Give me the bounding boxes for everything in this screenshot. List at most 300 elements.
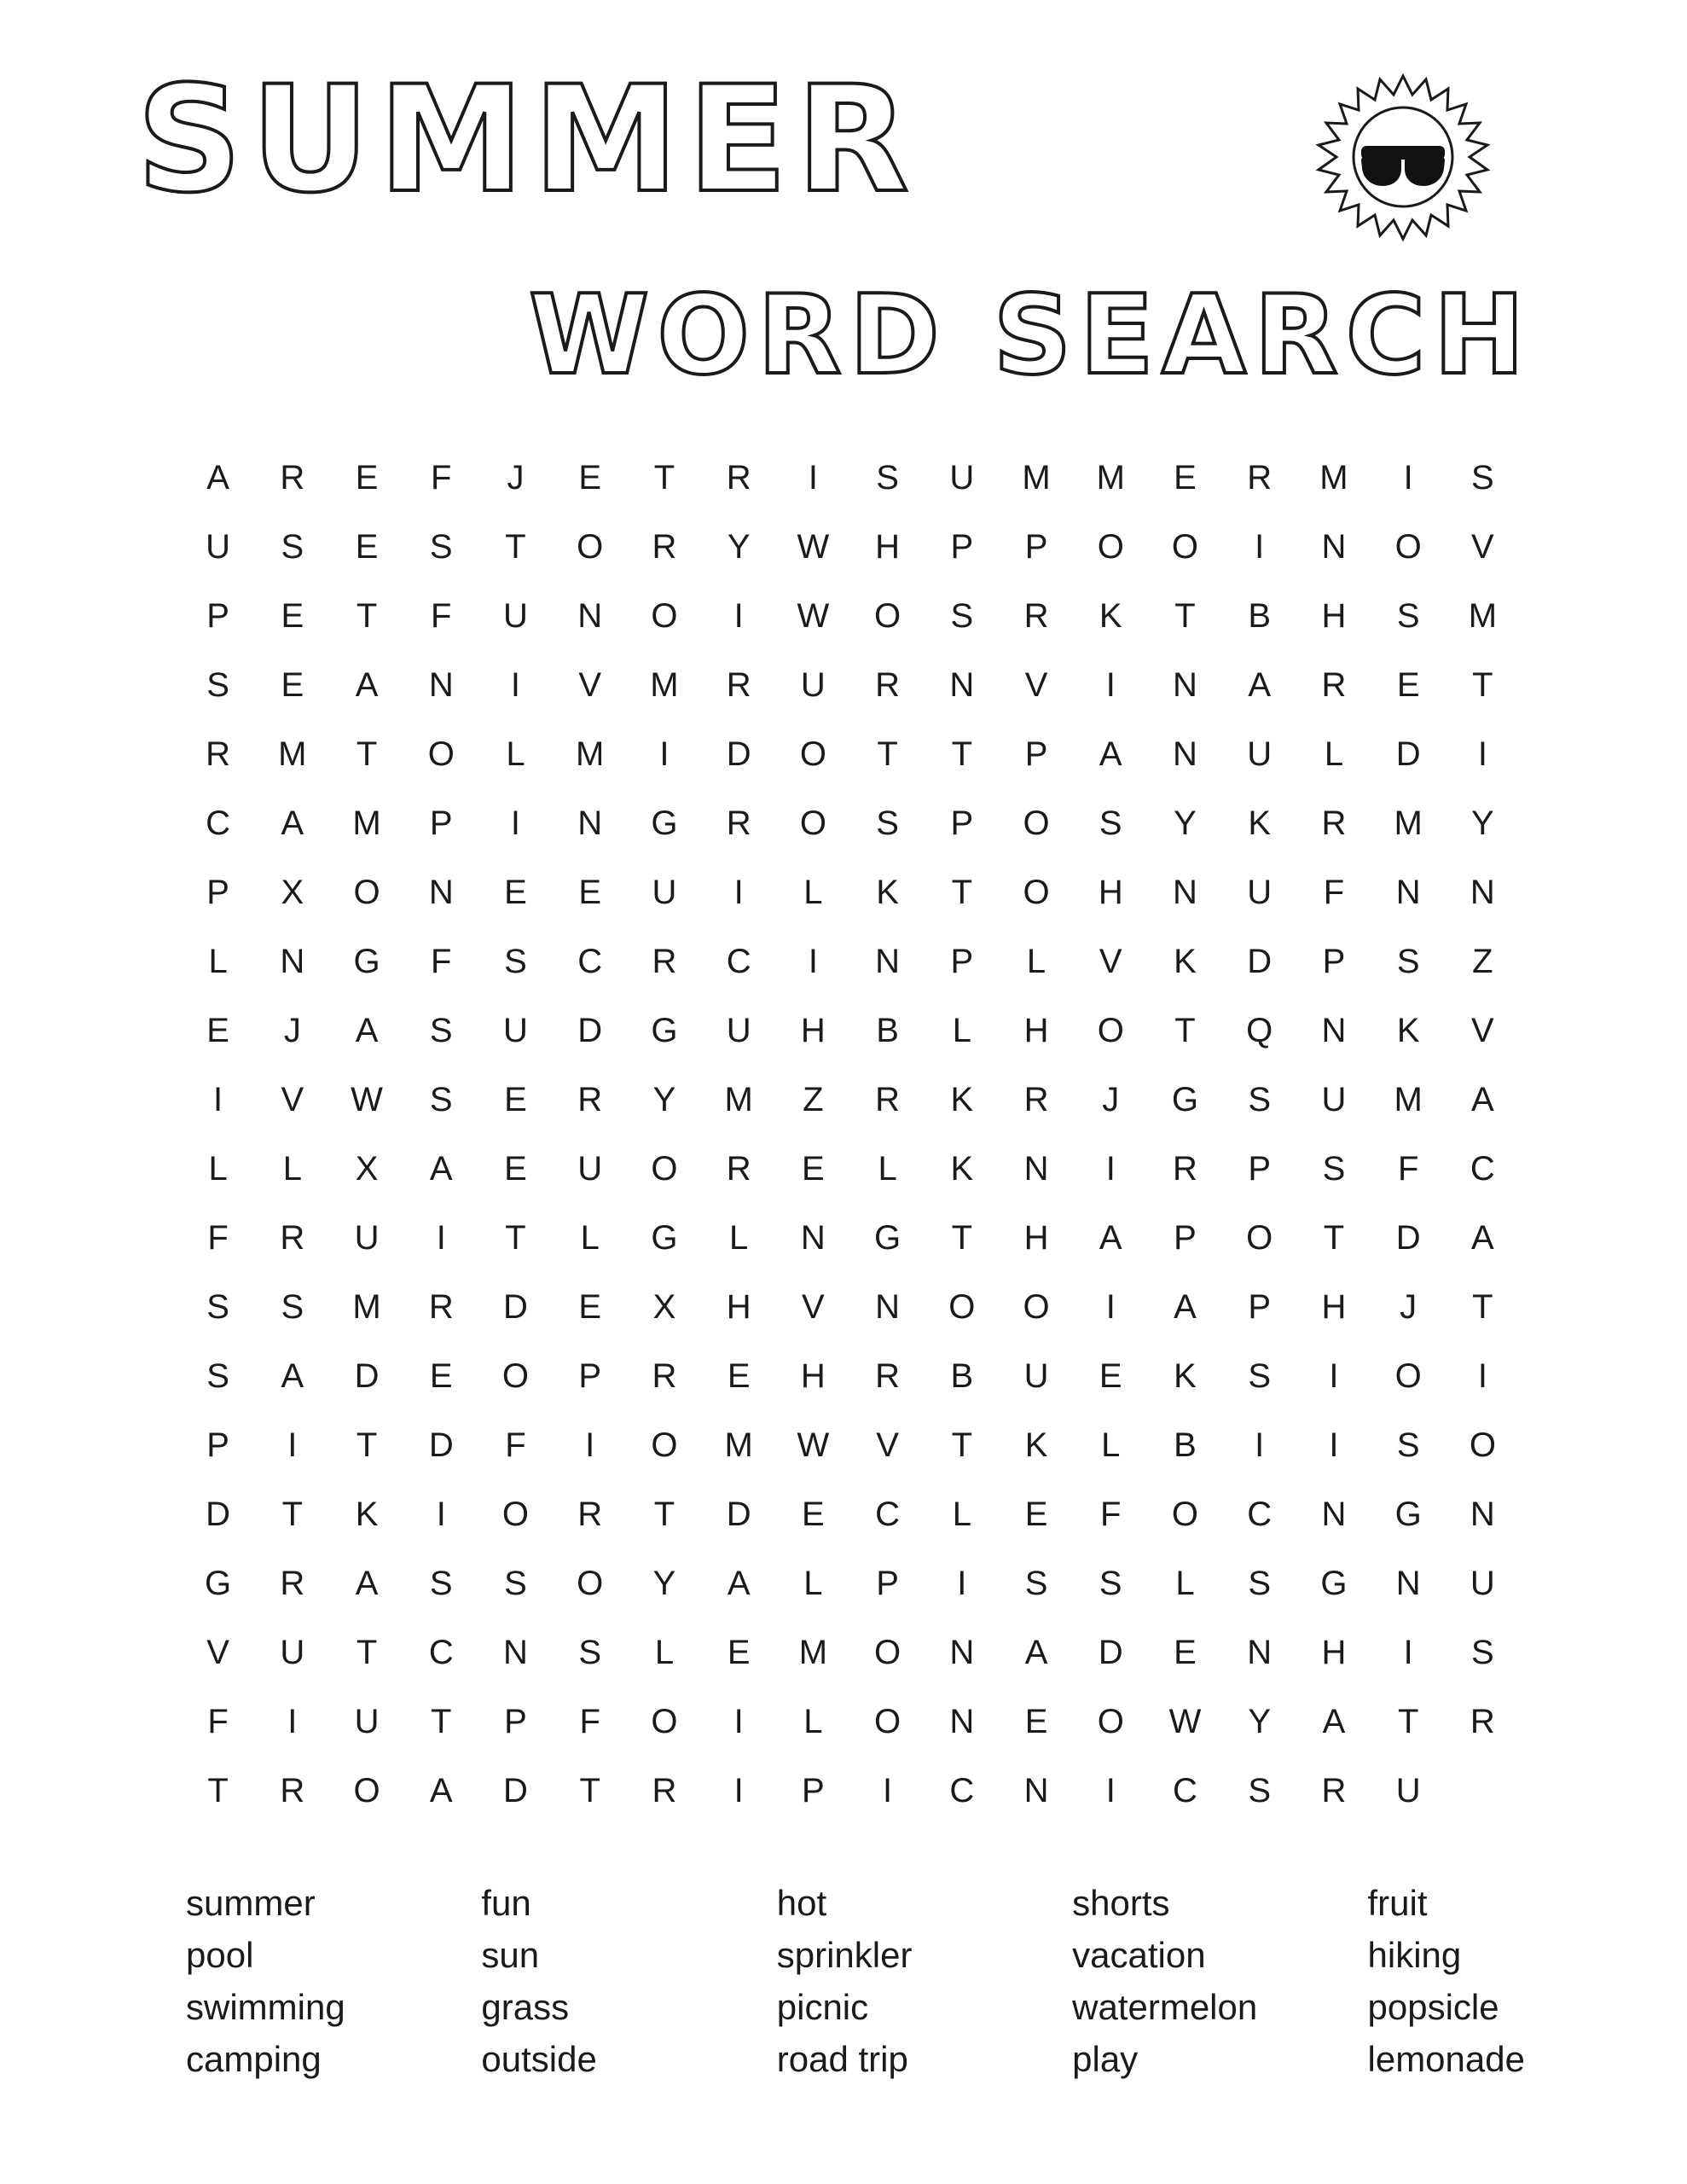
- word-list-item: popsicle: [1367, 1987, 1499, 2027]
- grid-cell: R: [428, 1288, 454, 1326]
- grid-cell: O: [1023, 1288, 1050, 1326]
- grid-cell: E: [504, 1150, 527, 1188]
- grid-cell: U: [206, 528, 231, 566]
- grid-cell: I: [585, 1426, 595, 1464]
- grid-cell: R: [652, 528, 677, 566]
- word-list-item: sun: [481, 1935, 540, 1975]
- grid-cell: H: [1321, 1634, 1347, 1671]
- grid-cell: R: [577, 1081, 603, 1118]
- grid-cell: B: [1174, 1426, 1197, 1464]
- grid-cell: U: [503, 597, 528, 635]
- grid-cell: I: [659, 735, 670, 773]
- grid-cell: M: [1394, 1081, 1423, 1118]
- word-list: [186, 1877, 1525, 2085]
- grid-cell: I: [1403, 1634, 1413, 1671]
- grid-cell: A: [429, 1150, 453, 1188]
- grid-cell: A: [1248, 666, 1272, 704]
- grid-cell: I: [957, 1565, 967, 1602]
- grid-cell: I: [287, 1703, 298, 1740]
- grid-cell: N: [949, 666, 975, 704]
- grid-cell: A: [206, 459, 229, 497]
- grid-cell: U: [1470, 1565, 1495, 1602]
- grid-cell: P: [1248, 1288, 1272, 1326]
- grid-cell: O: [1097, 528, 1124, 566]
- grid-cell: R: [875, 1081, 901, 1118]
- grid-cell: L: [1324, 735, 1344, 773]
- grid-cell: O: [501, 1496, 530, 1533]
- grid-cell: L: [803, 1565, 823, 1602]
- grid-cell: D: [1395, 735, 1421, 773]
- grid-cell: N: [1321, 1496, 1347, 1533]
- grid-cell: L: [282, 1150, 302, 1188]
- grid-cell: A: [355, 1565, 379, 1602]
- grid-cell: P: [429, 804, 453, 842]
- grid-cell: O: [1171, 528, 1199, 566]
- grid-cell: G: [651, 1219, 678, 1257]
- word-list-column: [186, 1877, 481, 2085]
- grid-cell: V: [206, 1634, 229, 1671]
- grid-cell: N: [1321, 1012, 1347, 1049]
- grid-cell: R: [577, 1496, 603, 1533]
- grid-cell: O: [1097, 1703, 1124, 1740]
- grid-cell: K: [1248, 804, 1272, 842]
- grid-cell: I: [213, 1081, 223, 1118]
- grid-cell: K: [1174, 943, 1197, 980]
- word-list-item: play: [1072, 2039, 1139, 2079]
- grid-cell: E: [1024, 1496, 1048, 1533]
- grid-cell: H: [726, 1288, 751, 1326]
- word-list-item: fun: [481, 1883, 531, 1923]
- grid-cell: T: [653, 459, 675, 497]
- grid-cell: S: [429, 528, 453, 566]
- grid-cell: U: [1247, 874, 1272, 911]
- grid-cell: O: [799, 735, 826, 773]
- grid-cell: M: [576, 735, 605, 773]
- grid-cell: M: [1096, 459, 1125, 497]
- word-list-item: outside: [481, 2039, 597, 2079]
- grid-cell: R: [1173, 1150, 1197, 1188]
- word-list-item: fruit: [1367, 1883, 1428, 1923]
- grid-cell: E: [1174, 459, 1197, 497]
- grid-cell: D: [577, 1012, 603, 1049]
- grid-cell: P: [206, 1426, 229, 1464]
- grid-cell: W: [797, 1426, 830, 1464]
- grid-cell: S: [1099, 1565, 1122, 1602]
- grid-cell: L: [208, 1150, 228, 1188]
- grid-cell: L: [952, 1496, 971, 1533]
- grid-cell: A: [281, 804, 304, 842]
- grid-cell: R: [1023, 597, 1049, 635]
- grid-cell: S: [429, 1081, 453, 1118]
- grid-cell: C: [949, 1772, 975, 1809]
- grid-cell: W: [797, 597, 830, 635]
- grid-cell: R: [1321, 1772, 1347, 1809]
- grid-cell: V: [578, 666, 602, 704]
- page-title-line-2: WORD SEARCH: [529, 272, 1533, 399]
- grid-cell: U: [1247, 735, 1272, 773]
- grid-cell: S: [876, 804, 899, 842]
- grid-cell: D: [503, 1772, 528, 1809]
- grid-cell: J: [507, 459, 525, 497]
- grid-cell: O: [1097, 1012, 1124, 1049]
- grid-cell: E: [504, 1081, 527, 1118]
- grid-cell: U: [280, 1634, 305, 1671]
- grid-cell: T: [356, 1634, 378, 1671]
- grid-cell: A: [1099, 1219, 1122, 1257]
- grid-cell: X: [652, 1288, 676, 1326]
- grid-cell: M: [724, 1081, 753, 1118]
- word-list-column: [481, 1877, 776, 2085]
- grid-cell: O: [427, 735, 455, 773]
- grid-cell: F: [579, 1703, 600, 1740]
- grid-cell: A: [1471, 1081, 1494, 1118]
- grid-cell: T: [579, 1772, 600, 1809]
- grid-cell: P: [950, 943, 974, 980]
- grid-cell: A: [1024, 1634, 1048, 1671]
- grid-cell: S: [1024, 1565, 1048, 1602]
- grid-cell: I: [436, 1496, 446, 1533]
- grid-cell: M: [798, 1634, 828, 1671]
- grid-cell: S: [504, 943, 527, 980]
- grid-cell: S: [950, 597, 974, 635]
- grid-cell: N: [1470, 1496, 1495, 1533]
- grid-cell: E: [727, 1357, 751, 1395]
- grid-cell: I: [1329, 1357, 1339, 1395]
- grid-cell: R: [726, 804, 751, 842]
- grid-cell: N: [1173, 874, 1197, 911]
- word-list-item: picnic: [776, 1987, 869, 2027]
- grid-cell: C: [875, 1496, 901, 1533]
- grid-cell: V: [1024, 666, 1048, 704]
- grid-cell: Y: [1174, 804, 1197, 842]
- title-area: [0, 0, 1687, 418]
- grid-cell: L: [1026, 943, 1046, 980]
- grid-cell: O: [577, 1565, 604, 1602]
- grid-cell: I: [733, 597, 744, 635]
- grid-cell: S: [1471, 1634, 1494, 1671]
- grid-cell: N: [1023, 1772, 1049, 1809]
- grid-cell: Y: [1248, 1703, 1272, 1740]
- grid-cell: P: [1024, 735, 1048, 773]
- grid-cell: F: [207, 1219, 229, 1257]
- grid-cell: D: [1247, 943, 1272, 980]
- grid-cell: M: [1319, 459, 1348, 497]
- grid-cell: M: [1022, 459, 1051, 497]
- grid-cell: E: [578, 459, 602, 497]
- word-list-column: [1368, 1877, 1525, 2085]
- grid-cell: M: [724, 1426, 753, 1464]
- grid-cell: K: [950, 1150, 974, 1188]
- grid-cell: U: [1321, 1081, 1347, 1118]
- grid-cell: L: [1101, 1426, 1121, 1464]
- grid-cell: T: [356, 597, 378, 635]
- word-list-item: shorts: [1072, 1883, 1170, 1923]
- grid-cell: N: [1395, 1565, 1421, 1602]
- grid-cell: D: [503, 1288, 528, 1326]
- grid-cell: I: [1477, 1357, 1487, 1395]
- grid-cell: D: [1395, 1219, 1421, 1257]
- grid-cell: A: [281, 1357, 304, 1395]
- grid-cell: E: [1024, 1703, 1048, 1740]
- grid-cell: N: [428, 666, 454, 704]
- grid-cell: R: [726, 666, 751, 704]
- grid-cell: S: [876, 459, 899, 497]
- grid-cell: N: [577, 597, 603, 635]
- grid-cell: O: [874, 1703, 901, 1740]
- grid-cell: N: [1173, 735, 1197, 773]
- grid-cell: N: [800, 1219, 826, 1257]
- grid-cell: O: [1023, 804, 1050, 842]
- grid-cell: N: [1173, 666, 1197, 704]
- grid-cell: S: [504, 1565, 527, 1602]
- grid-cell: R: [1321, 804, 1347, 842]
- grid-cell: E: [578, 874, 602, 911]
- grid-cell: I: [1329, 1426, 1339, 1464]
- grid-cell: U: [949, 459, 975, 497]
- grid-cell: R: [1247, 459, 1272, 497]
- grid-cell: H: [1321, 1288, 1347, 1326]
- grid-cell: N: [1023, 1150, 1049, 1188]
- grid-cell: T: [951, 735, 973, 773]
- grid-cell: I: [733, 874, 744, 911]
- grid-cell: S: [1248, 1081, 1272, 1118]
- grid-cell: M: [1468, 597, 1498, 635]
- grid-cell: R: [875, 666, 901, 704]
- grid-cell: J: [283, 1012, 301, 1049]
- grid-cell: U: [503, 1012, 528, 1049]
- grid-cell: K: [876, 874, 899, 911]
- grid-cell: S: [1322, 1150, 1346, 1188]
- grid-cell: K: [355, 1496, 379, 1533]
- grid-cell: D: [1098, 1634, 1123, 1671]
- grid-cell: B: [950, 1357, 974, 1395]
- grid-cell: E: [802, 1496, 825, 1533]
- grid-cell: D: [354, 1357, 380, 1395]
- grid-cell: C: [1470, 1150, 1495, 1188]
- grid-cell: N: [428, 874, 454, 911]
- grid-cell: O: [1023, 874, 1050, 911]
- grid-cell: V: [802, 1288, 825, 1326]
- grid-cell: L: [580, 1219, 600, 1257]
- grid-cell: Y: [727, 528, 751, 566]
- grid-cell: T: [1323, 1219, 1345, 1257]
- grid-cell: I: [1105, 666, 1116, 704]
- grid-cell: O: [874, 597, 901, 635]
- grid-cell: S: [206, 1357, 229, 1395]
- grid-cell: F: [1323, 874, 1345, 911]
- grid-cell: L: [654, 1634, 675, 1671]
- grid-cell: Z: [1472, 943, 1493, 980]
- grid-cell: E: [802, 1150, 825, 1188]
- grid-cell: H: [1321, 597, 1347, 635]
- grid-cell: D: [726, 1496, 751, 1533]
- grid-cell: E: [1174, 1634, 1197, 1671]
- grid-cell: P: [578, 1357, 602, 1395]
- grid-cell: I: [733, 1772, 744, 1809]
- grid-cell: S: [281, 528, 304, 566]
- grid-cell: K: [1396, 1012, 1420, 1049]
- grid-cell: S: [578, 1634, 602, 1671]
- grid-cell: O: [874, 1634, 901, 1671]
- grid-cell: I: [1477, 735, 1487, 773]
- grid-cell: J: [1102, 1081, 1120, 1118]
- grid-cell: P: [1248, 1150, 1272, 1188]
- grid-cell: T: [877, 735, 898, 773]
- grid-cell: E: [1099, 1357, 1122, 1395]
- grid-cell: P: [206, 597, 229, 635]
- grid-cell: V: [876, 1426, 899, 1464]
- grid-cell: P: [802, 1772, 825, 1809]
- word-list-item: hot: [776, 1883, 827, 1923]
- grid-cell: I: [1403, 459, 1413, 497]
- grid-cell: O: [353, 1772, 380, 1809]
- word-search-grid: [181, 444, 1520, 1826]
- grid-cell: D: [428, 1426, 454, 1464]
- grid-cell: I: [436, 1219, 446, 1257]
- grid-cell: H: [1023, 1012, 1049, 1049]
- grid-cell: T: [505, 1219, 526, 1257]
- grid-cell: W: [797, 528, 830, 566]
- grid-cell: N: [503, 1634, 528, 1671]
- word-list-item: swimming: [186, 1987, 345, 2027]
- word-list-item: road trip: [776, 2039, 908, 2079]
- grid-cell: R: [652, 943, 677, 980]
- grid-cell: T: [1472, 666, 1493, 704]
- grid-cell: A: [1322, 1703, 1346, 1740]
- grid-cell: S: [206, 666, 229, 704]
- grid-cell: E: [578, 1288, 602, 1326]
- grid-cell: K: [950, 1081, 974, 1118]
- grid-cell: G: [353, 943, 380, 980]
- grid-cell: N: [949, 1703, 975, 1740]
- grid-cell: K: [1024, 1426, 1048, 1464]
- grid-cell: S: [206, 1288, 229, 1326]
- grid-cell: H: [1098, 874, 1123, 911]
- grid-cell: T: [1472, 1288, 1493, 1326]
- grid-cell: M: [650, 666, 679, 704]
- grid-cell: P: [206, 874, 229, 911]
- grid-cell: F: [431, 943, 452, 980]
- grid-cell: O: [1171, 1496, 1199, 1533]
- grid-cell: R: [1321, 666, 1347, 704]
- grid-cell: G: [1394, 1496, 1422, 1533]
- grid-cell: O: [577, 528, 604, 566]
- grid-cell: T: [1397, 1703, 1419, 1740]
- grid-cell: O: [1246, 1219, 1273, 1257]
- grid-cell: H: [800, 1357, 826, 1395]
- grid-cell: Y: [652, 1081, 676, 1118]
- grid-cell: L: [729, 1219, 749, 1257]
- grid-cell: P: [1174, 1219, 1197, 1257]
- grid-cell: Z: [803, 1081, 824, 1118]
- grid-cell: F: [505, 1426, 526, 1464]
- grid-cell: E: [281, 666, 304, 704]
- grid-cell: N: [949, 1634, 975, 1671]
- grid-cell: I: [1255, 528, 1265, 566]
- grid-cell: N: [1470, 874, 1495, 911]
- word-list-item: grass: [481, 1987, 570, 2027]
- grid-cell: C: [726, 943, 751, 980]
- grid-cell: P: [950, 528, 974, 566]
- grid-cell: R: [280, 1772, 305, 1809]
- grid-cell: L: [952, 1012, 971, 1049]
- grid-cell: A: [727, 1565, 751, 1602]
- grid-cell: I: [1105, 1288, 1116, 1326]
- grid-cell: N: [1321, 528, 1347, 566]
- grid-cell: G: [874, 1219, 901, 1257]
- grid-cell: Q: [1246, 1012, 1273, 1049]
- grid-cell: I: [510, 666, 521, 704]
- grid-cell: T: [1174, 1012, 1196, 1049]
- grid-cell: U: [354, 1219, 380, 1257]
- word-list-item: pool: [186, 1935, 254, 1975]
- grid-cell: S: [1396, 597, 1420, 635]
- grid-cell: E: [1396, 666, 1420, 704]
- grid-cell: O: [651, 597, 678, 635]
- grid-cell: P: [950, 804, 974, 842]
- grid-cell: O: [1469, 1426, 1496, 1464]
- grid-cell: C: [1247, 1496, 1272, 1533]
- grid-cell: N: [875, 1288, 901, 1326]
- grid-cell: A: [355, 1012, 379, 1049]
- grid-cell: V: [1099, 943, 1122, 980]
- grid-cell: S: [1099, 804, 1122, 842]
- grid-cell: L: [803, 874, 823, 911]
- grid-cell: H: [800, 1012, 826, 1049]
- grid-cell: V: [281, 1081, 304, 1118]
- grid-cell: S: [1471, 459, 1494, 497]
- grid-cell: E: [206, 1012, 229, 1049]
- grid-cell: R: [206, 735, 231, 773]
- word-list-item: hiking: [1367, 1935, 1462, 1975]
- grid-cell: H: [875, 528, 901, 566]
- grid-cell: S: [1396, 1426, 1420, 1464]
- grid-cell: D: [206, 1496, 231, 1533]
- grid-cell: E: [281, 597, 304, 635]
- grid-cell: C: [1173, 1772, 1197, 1809]
- grid-cell: T: [207, 1772, 229, 1809]
- grid-cell: I: [1105, 1150, 1116, 1188]
- grid-cell: S: [1248, 1772, 1272, 1809]
- grid-cell: L: [1175, 1565, 1195, 1602]
- grid-cell: T: [356, 1426, 378, 1464]
- grid-cell: V: [1471, 528, 1494, 566]
- grid-cell: R: [652, 1357, 677, 1395]
- grid-cell: T: [431, 1703, 452, 1740]
- grid-cell: R: [1470, 1703, 1495, 1740]
- grid-cell: O: [1394, 1357, 1422, 1395]
- grid-cell: E: [727, 1634, 751, 1671]
- grid-cell: G: [1171, 1081, 1199, 1118]
- grid-cell: A: [429, 1772, 453, 1809]
- grid-cell: E: [355, 528, 379, 566]
- grid-cell: R: [875, 1357, 901, 1395]
- grid-cell: F: [1100, 1496, 1122, 1533]
- grid-cell: R: [726, 459, 751, 497]
- word-list-item: watermelon: [1072, 1987, 1258, 2027]
- grid-cell: L: [506, 735, 525, 773]
- grid-cell: P: [876, 1565, 899, 1602]
- grid-cell: B: [876, 1012, 899, 1049]
- grid-cell: E: [355, 459, 379, 497]
- grid-cell: C: [428, 1634, 454, 1671]
- grid-cell: I: [808, 943, 818, 980]
- grid-cell: F: [207, 1703, 229, 1740]
- word-list-item: camping: [186, 2039, 322, 2079]
- grid-cell: R: [280, 1565, 305, 1602]
- word-list-column: [1072, 1877, 1367, 2085]
- grid-cell: S: [429, 1012, 453, 1049]
